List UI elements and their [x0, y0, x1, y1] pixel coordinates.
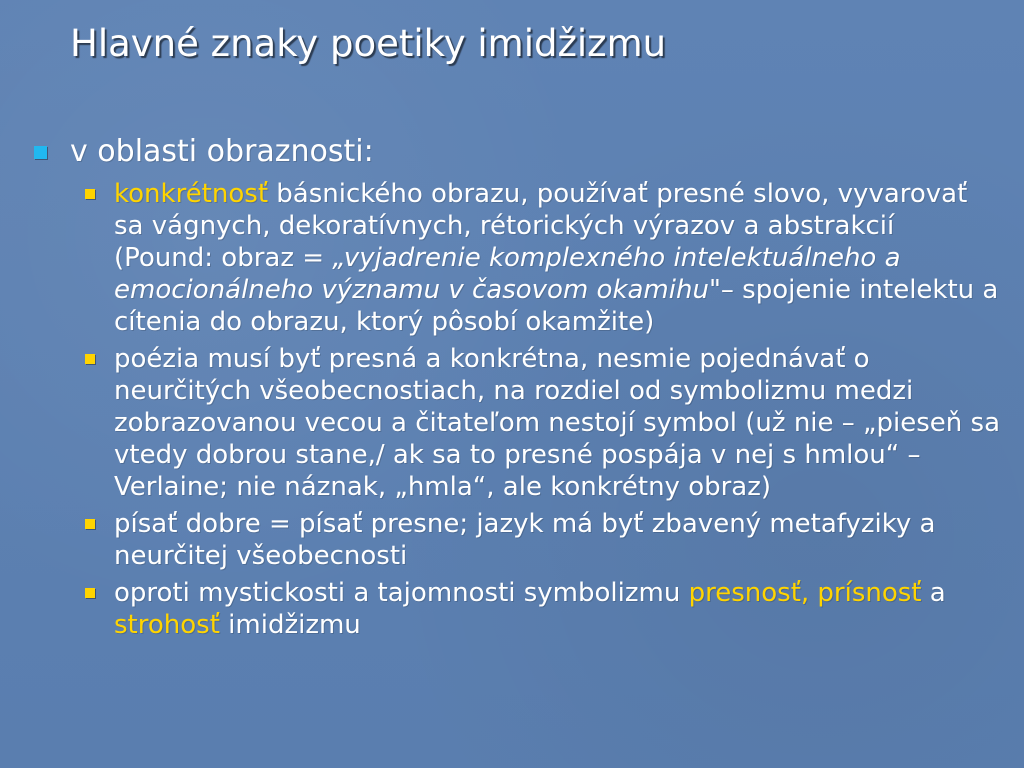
highlight-presnost-prisnost: presnosť, prísnosť — [688, 578, 922, 608]
bullet-item-4-text-c: imidžizmu — [219, 610, 361, 640]
slide-content — [28, 126, 1000, 646]
bullet-item-2-text: poézia musí byť presná a konkrétna, nesmie pojednávať o neurčitých všeobecnostiach, na rozdiel od symbolizmu medzi zobrazovanou vecou a čitateľom nestojí symbol (už nie – „pieseň sa vtedy dobrou stane,/ ak sa to presné pospája v nej s hmlou“ – Verlaine; nie náznak, „hmla“, ale konkrétny obraz) — [114, 344, 1001, 502]
bullet-item-4 — [28, 577, 1000, 641]
bullet-item-2 — [28, 343, 1000, 503]
highlight-konkretnost: konkrétnosť — [114, 179, 269, 209]
bullet-item-1-text-b: "– spojenie intelektu a cítenia do obrazu, ktorý pôsobí okamžite) — [114, 275, 999, 337]
bullet-item-1-text-a: básnického obrazu, používať presné slovo, vyvarovať sa vágnych, dekoratívnych, rétorických výrazov a abstrakcií (Pound: obraz = — [114, 179, 968, 273]
slide-title: Hlavné znaky poetiky imidžizmu — [70, 22, 667, 65]
square-bullet-icon — [85, 588, 95, 598]
bullet-list-level2 — [28, 178, 1000, 641]
highlight-strohost: strohosť — [114, 610, 220, 640]
bullet-level1-text: v oblasti obraznosti: — [70, 134, 374, 169]
square-bullet-icon — [85, 354, 95, 364]
bullet-item-1-quote: „vyjadrenie komplexného intelektuálneho a emocionálneho významu v časovom okamihu — [114, 243, 901, 305]
bullet-item-4-text-a: oproti mystickosti a tajomnosti symbolizmu — [114, 578, 689, 608]
square-bullet-icon — [85, 189, 95, 199]
bullet-level1 — [28, 126, 1000, 178]
bullet-item-1 — [28, 178, 1000, 338]
square-bullet-icon — [85, 519, 95, 529]
bullet-item-3 — [28, 508, 1000, 572]
bullet-item-3-text: písať dobre = písať presne; jazyk má byť zbavený metafyziky a neurčitej všeobecnosti — [114, 509, 936, 571]
square-bullet-icon — [34, 146, 47, 159]
bullet-item-4-text-b: a — [921, 578, 946, 608]
